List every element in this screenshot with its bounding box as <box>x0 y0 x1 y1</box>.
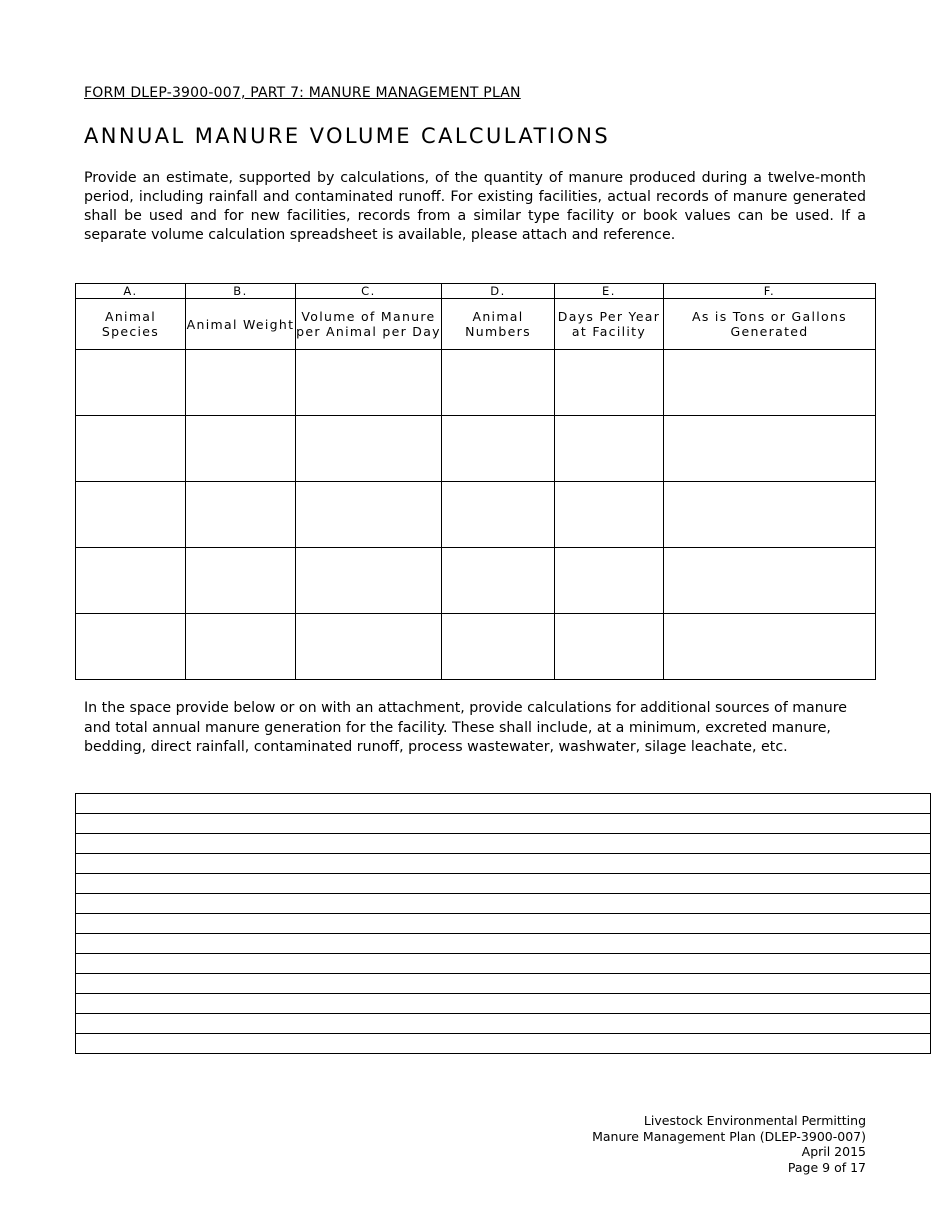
table-cell[interactable] <box>76 416 186 482</box>
table-cell[interactable] <box>664 548 876 614</box>
page-footer <box>592 1113 866 1175</box>
table-cell[interactable] <box>186 416 296 482</box>
table-cell[interactable] <box>442 482 555 548</box>
table-cell[interactable] <box>664 416 876 482</box>
table-cell[interactable] <box>555 416 664 482</box>
table-row <box>76 482 876 548</box>
table-row <box>76 614 876 680</box>
table-cell[interactable] <box>296 416 442 482</box>
writing-line[interactable] <box>76 1014 930 1034</box>
writing-line[interactable] <box>76 814 930 834</box>
writing-line[interactable] <box>76 914 930 934</box>
table-cell[interactable] <box>296 614 442 680</box>
column-header-tons-or-gallons: As is Tons or Gallons Generated <box>664 299 876 350</box>
table-row <box>76 416 876 482</box>
column-header-days-per-year: Days Per Year at Facility <box>555 299 664 350</box>
table-cell[interactable] <box>555 482 664 548</box>
table-cell[interactable] <box>186 548 296 614</box>
column-letter: C. <box>296 284 442 299</box>
footer-page-number: Page 9 of 17 <box>787 1159 866 1175</box>
writing-line[interactable] <box>76 894 930 914</box>
writing-line[interactable] <box>76 1034 930 1053</box>
table-cell[interactable] <box>76 482 186 548</box>
writing-line[interactable] <box>76 794 930 814</box>
table-cell[interactable] <box>555 350 664 416</box>
column-letter: D. <box>442 284 555 299</box>
table-row <box>76 548 876 614</box>
table-cell[interactable] <box>442 416 555 482</box>
table-cell[interactable] <box>186 614 296 680</box>
additional-sources-instructions: In the space provide below or on with an attachment, provide calculations for additional sources of manure and total annual manure generation for the facility. These shall include, at a minimum, excreted manure, bedding, direct rainfall, contaminated runoff, process wastewater, washwater, silage leachate, etc. <box>84 700 847 755</box>
writing-line[interactable] <box>76 994 930 1014</box>
column-letter-row <box>76 284 876 299</box>
writing-line[interactable] <box>76 934 930 954</box>
table-cell[interactable] <box>296 482 442 548</box>
table-cell[interactable] <box>186 350 296 416</box>
table-cell[interactable] <box>555 614 664 680</box>
footer-date: April 2015 <box>801 1144 866 1159</box>
form-identifier: FORM DLEP-3900-007, PART 7: MANURE MANAGEMENT PLAN <box>84 85 521 101</box>
table-cell[interactable] <box>186 482 296 548</box>
table-cell[interactable] <box>555 548 664 614</box>
writing-line[interactable] <box>76 874 930 894</box>
writing-line[interactable] <box>76 854 930 874</box>
writing-line[interactable] <box>76 974 930 994</box>
table-cell[interactable] <box>442 614 555 680</box>
manure-volume-table <box>75 283 876 680</box>
column-letter: B. <box>186 284 296 299</box>
table-row <box>76 350 876 416</box>
column-header-animal-weight: Animal Weight <box>186 299 296 350</box>
column-letter: F. <box>664 284 876 299</box>
page-title: ANNUAL MANURE VOLUME CALCULATIONS <box>84 124 611 148</box>
table-cell[interactable] <box>76 548 186 614</box>
writing-line[interactable] <box>76 954 930 974</box>
table-cell[interactable] <box>442 350 555 416</box>
table-cell[interactable] <box>296 350 442 416</box>
table-cell[interactable] <box>664 614 876 680</box>
column-header-volume-per-animal: Volume of Manure per Animal per Day <box>296 299 442 350</box>
calculation-writing-area <box>75 793 931 1054</box>
column-header-row <box>76 299 876 350</box>
column-header-animal-numbers: Animal Numbers <box>442 299 555 350</box>
column-letter: E. <box>555 284 664 299</box>
table-cell[interactable] <box>76 614 186 680</box>
column-header-animal-species: Animal Species <box>76 299 186 350</box>
table-cell[interactable] <box>76 350 186 416</box>
footer-program: Livestock Environmental Permitting <box>643 1113 866 1128</box>
table-cell[interactable] <box>664 482 876 548</box>
table-cell[interactable] <box>442 548 555 614</box>
footer-document: Manure Management Plan (DLEP-3900-007) <box>592 1128 866 1144</box>
writing-line[interactable] <box>76 834 930 854</box>
table-cell[interactable] <box>296 548 442 614</box>
column-letter: A. <box>76 284 186 299</box>
table-cell[interactable] <box>664 350 876 416</box>
intro-paragraph: Provide an estimate, supported by calculations, of the quantity of manure produced during a twelve-month period, including rainfall and contaminated runoff. For existing facilities, actual records of manure generated shall be used and for new facilities, records from a similar type facility or book values can be used. If a separate volume calculation spreadsheet is available, please attach and reference. <box>84 170 866 243</box>
